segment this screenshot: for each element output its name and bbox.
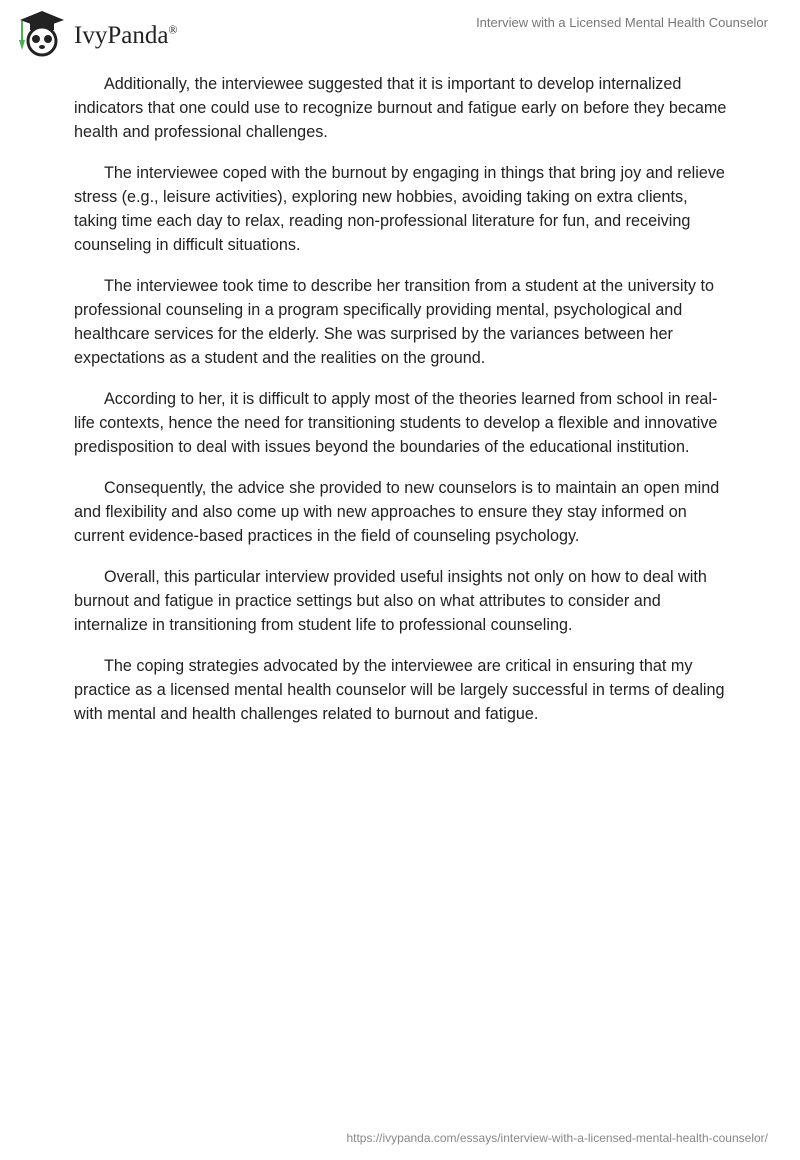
panda-logo-icon xyxy=(12,8,72,58)
brand-name: IvyPanda® xyxy=(74,22,178,49)
source-url-link[interactable]: https://ivypanda.com/essays/interview-with-a-licensed-mental-health-counselor/ xyxy=(346,1131,768,1145)
paragraph: The interviewee took time to describe her transition from a student at the university to professional counseling in a program specifically providing mental, psychological and healthcare services for the elderly. She was surprised by the variances between her expectations as a student and the realities on the ground. xyxy=(74,277,715,367)
paragraph: Additionally, the interviewee suggested that it is important to develop internalized indicators that one could use to recognize burnout and fatigue early on before they became health and professional challenges. xyxy=(74,75,727,141)
paragraph: Overall, this particular interview provided useful insights not only on how to deal with burnout and fatigue in practice settings but also on what attributes to consider and internalize in transitioning from student life to professional counseling. xyxy=(74,568,707,634)
paragraph: The interviewee coped with the burnout by engaging in things that bring joy and relieve stress (e.g., leisure activities), exploring new hobbies, avoiding taking on extra clients, taking time each day to relax, reading non-professional literature for fun, and receiving counseling in difficult situations. xyxy=(74,164,725,254)
document-title: Interview with a Licensed Mental Health Counselor xyxy=(476,15,768,30)
paragraph: According to her, it is difficult to apply most of the theories learned from school in real-life contexts, hence the need for transitioning students to develop a flexible and innovative predisposition to deal with issues beyond the boundaries of the educational institution. xyxy=(74,390,718,456)
paragraph: Consequently, the advice she provided to new counselors is to maintain an open mind and flexibility and also come up with new approaches to ensure they stay informed on current evidence-based practices in the field of counseling psychology. xyxy=(74,479,720,545)
paragraph: The coping strategies advocated by the interviewee are critical in ensuring that my practice as a licensed mental health counselor will be largely successful in terms of dealing with mental and health challenges related to burnout and fatigue. xyxy=(74,657,725,723)
essay-body xyxy=(74,72,734,743)
ivypanda-logo[interactable] xyxy=(12,8,178,58)
